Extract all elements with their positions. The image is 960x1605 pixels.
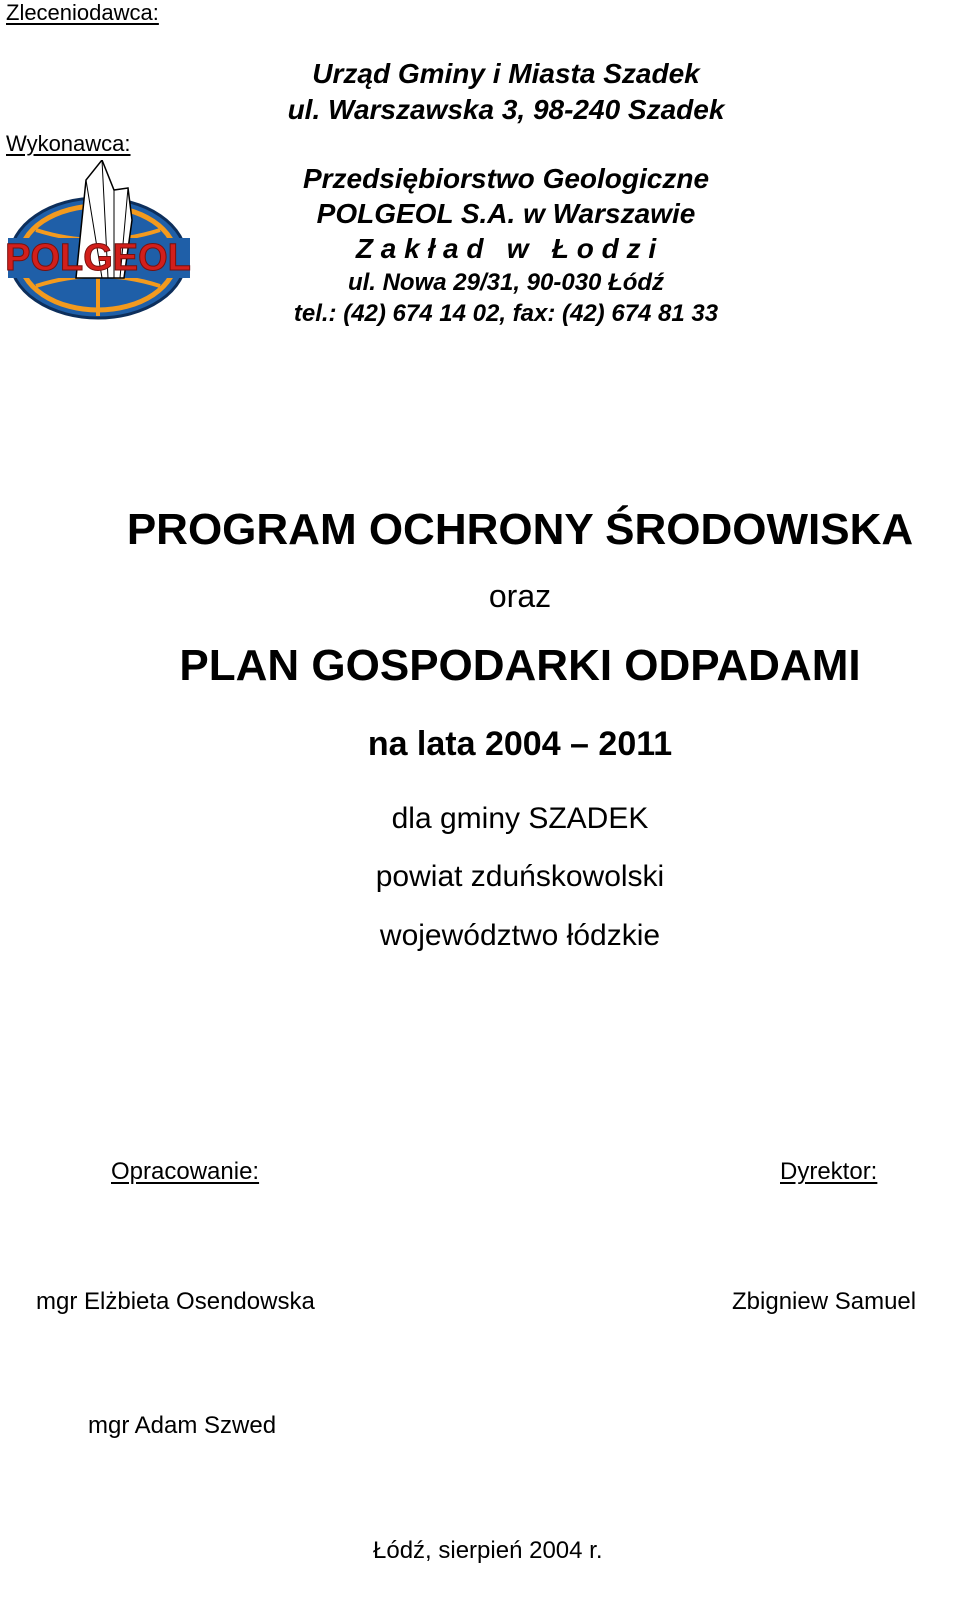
company-address: ul. Nowa 29/31, 90-030 Łódź [347, 269, 665, 296]
title-main: PROGRAM OCHRONY ŚRODOWISKA [126, 505, 914, 554]
company-line2: POLGEOL S.A. w Warszawie [316, 198, 696, 229]
client-label: Zleceniodawca: [6, 0, 159, 25]
company-phone: tel.: (42) 674 14 02, fax: (42) 674 81 33 [293, 300, 719, 327]
title-years: na lata 2004 – 2011 [367, 725, 673, 763]
director-label: Dyrektor: [780, 1158, 878, 1185]
company-branch: Z a k ł a d w Ł o d z i [355, 233, 657, 264]
director-name: Zbigniew Samuel [732, 1288, 917, 1315]
client-name: Urząd Gminy i Miasta Szadek [312, 58, 700, 89]
author-1: mgr Elżbieta Osendowska [36, 1288, 315, 1315]
title-connector: oraz [488, 578, 552, 614]
polgeol-logo [6, 160, 192, 330]
title-commune: dla gminy SZADEK [391, 802, 649, 835]
contractor-label: Wykonawca: [6, 131, 131, 156]
author-2: mgr Adam Szwed [88, 1412, 277, 1439]
logo-text: POLGEOL [6, 237, 191, 279]
client-address: ul. Warszawska 3, 98-240 Szadek [287, 94, 725, 125]
title-second: PLAN GOSPODARKI ODPADAMI [179, 641, 861, 690]
company-line1: Przedsiębiorstwo Geologiczne [302, 163, 710, 194]
title-county: powiat zduńskowolski [375, 860, 665, 893]
title-voivodeship: województwo łódzkie [379, 919, 661, 952]
place-date: Łódź, sierpień 2004 r. [373, 1537, 603, 1564]
prepared-label: Opracowanie: [111, 1158, 260, 1185]
